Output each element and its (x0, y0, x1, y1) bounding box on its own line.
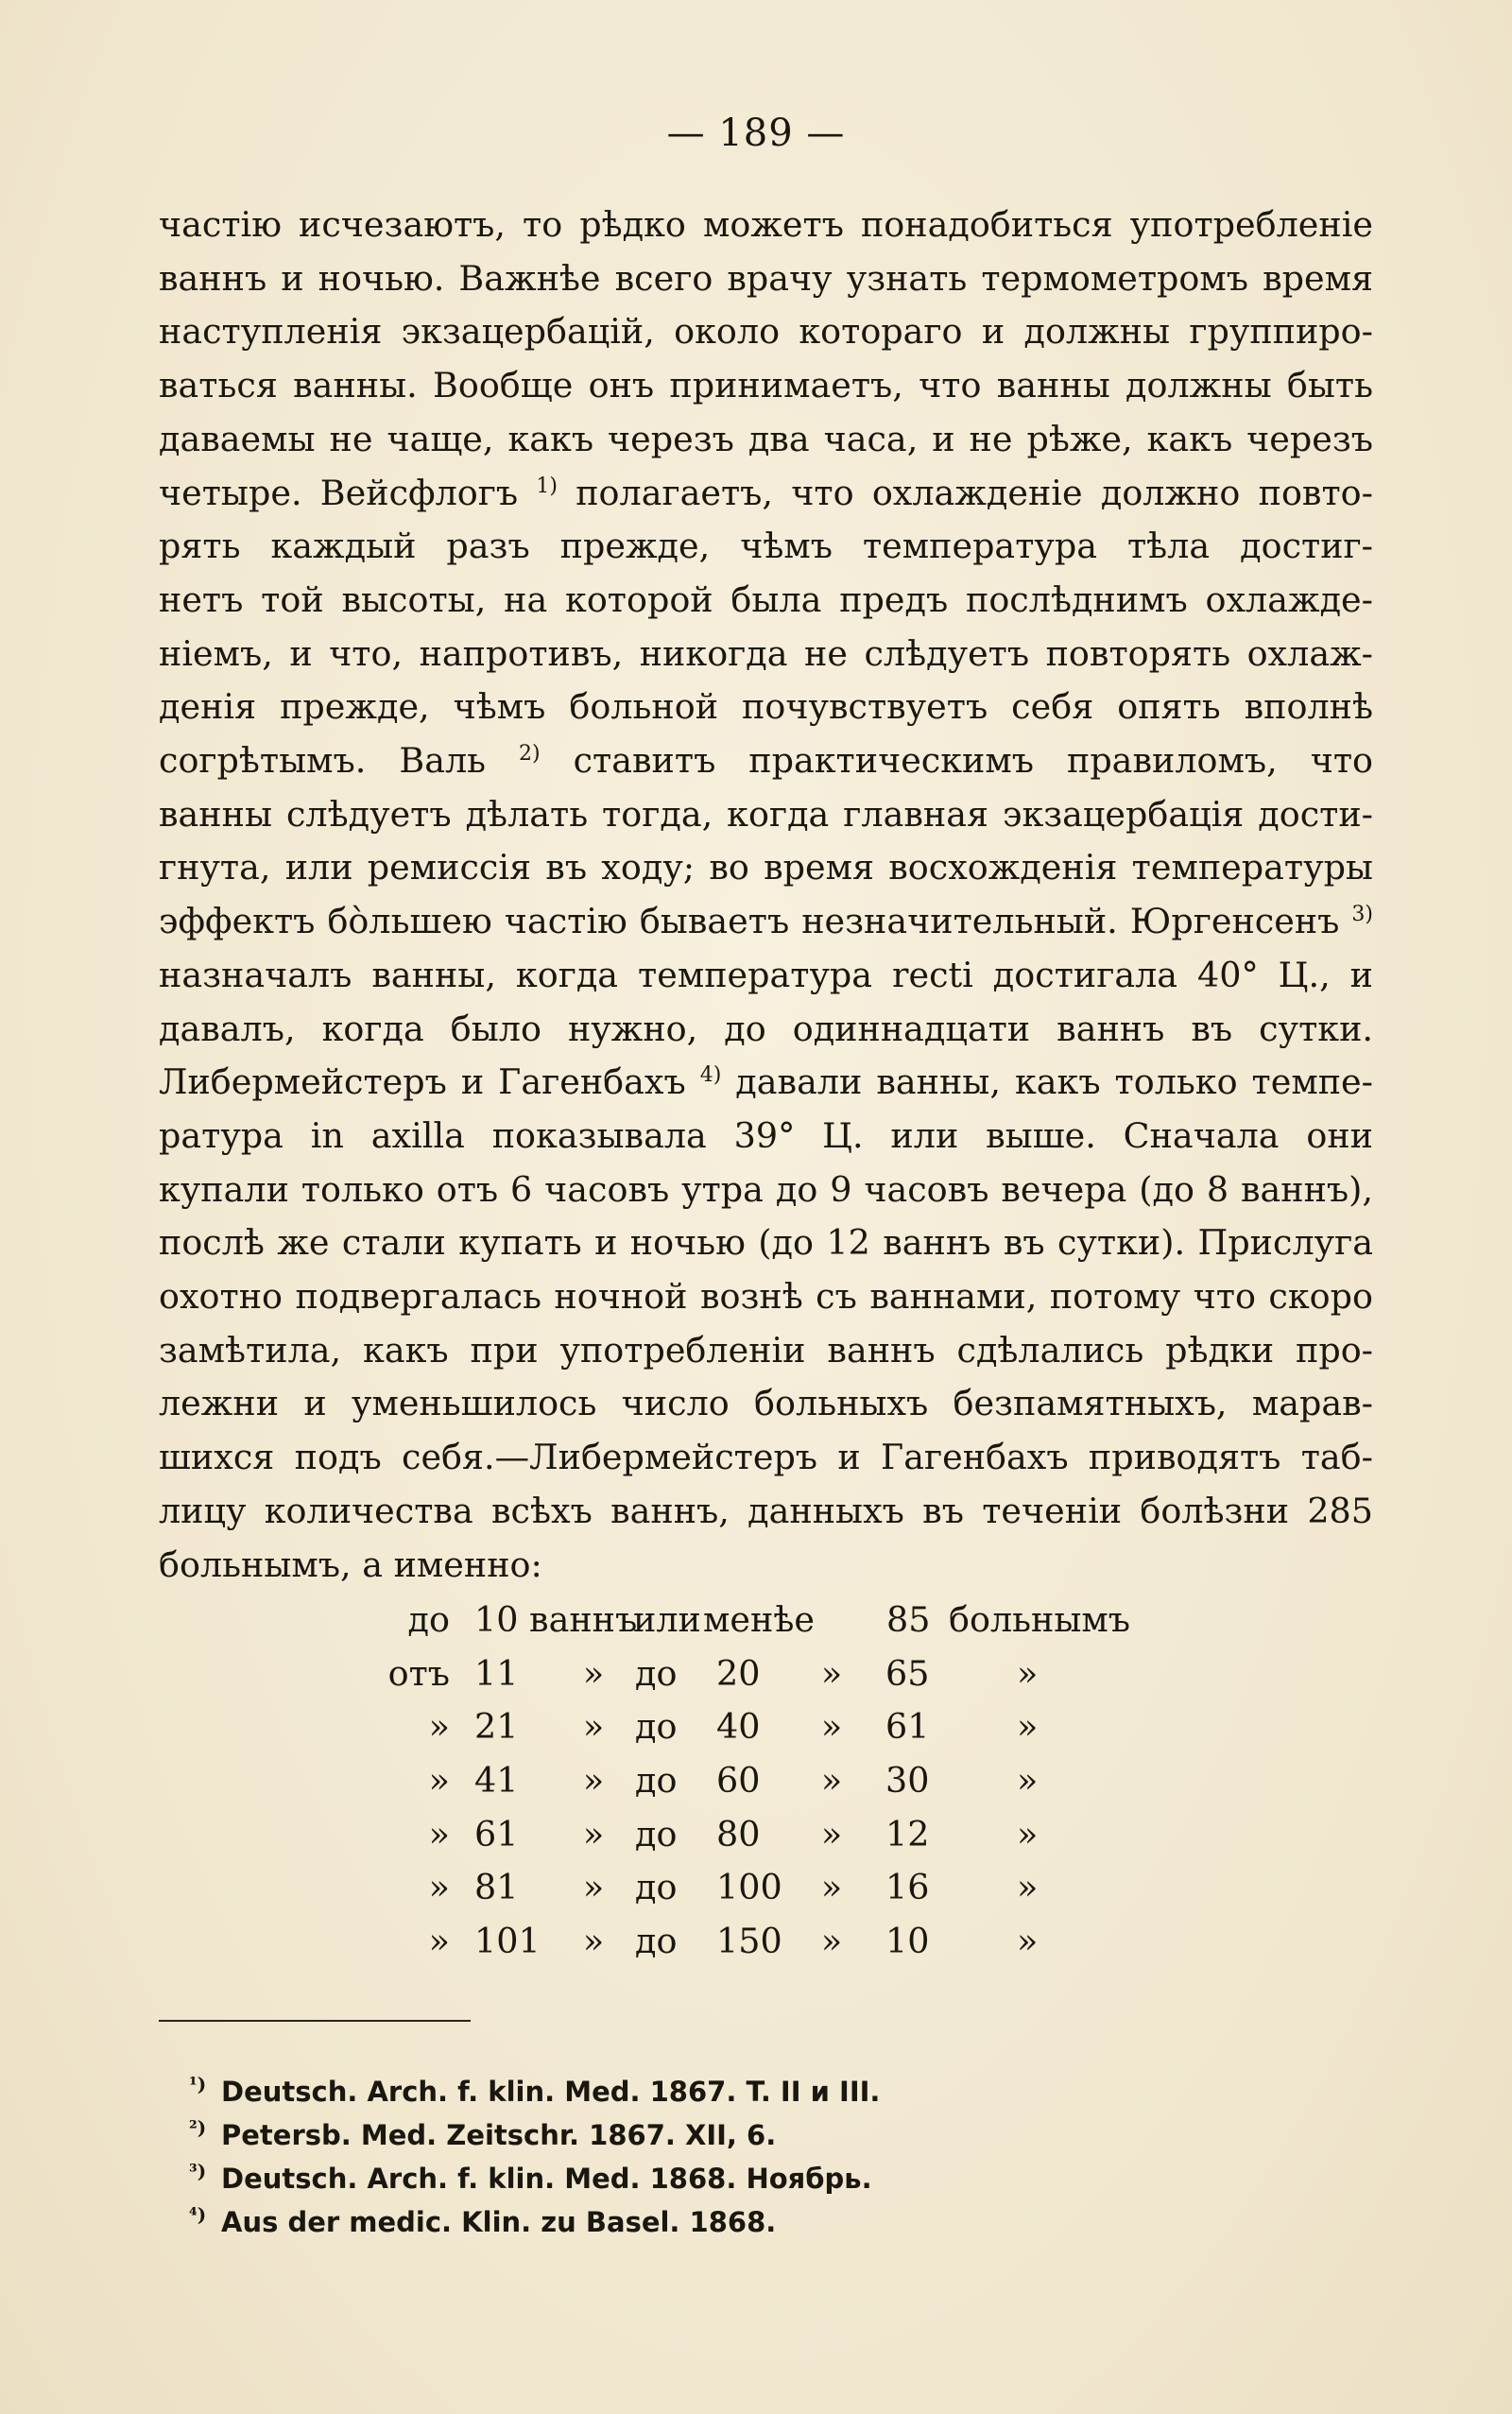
table-row (369, 1706, 1219, 1760)
text-line-content: частію исчезаютъ, то рѣдко можетъ понадобиться употребленіе (159, 204, 1373, 245)
text-line (159, 841, 1373, 895)
footnote-divider (159, 2020, 471, 2022)
text-line (159, 1270, 1373, 1324)
table-cell-upto: до (635, 1813, 678, 1854)
table-cell-n2: 80 (716, 1813, 761, 1854)
table-cell-n2: менѣе (703, 1599, 815, 1640)
table-cell-upto: до (635, 1652, 678, 1694)
text-line (159, 734, 1373, 788)
text-line-content: наступленія экзацербацій, около котораго и должны группиро- (159, 311, 1373, 353)
text-line (159, 1324, 1373, 1378)
table-cell-q3: » (1017, 1760, 1039, 1802)
text-line-content: гнута, или ремиссія въ ходу; во время восхожденія температуры (159, 847, 1373, 888)
footnote (189, 2157, 1040, 2200)
table-cell-cnt: 85 (886, 1599, 931, 1640)
footnote-text: Deutsch. Arch. f. klin. Med. 1867. T. II и III. (221, 2076, 881, 2108)
table-cell-q3: больнымъ (949, 1599, 1130, 1640)
table-cell-cnt: 61 (885, 1706, 930, 1748)
text-line-content: назначалъ ванны, когда температура recti достигала 40° Ц., и (159, 954, 1373, 995)
text-line-content: согрѣтымъ. Валь (159, 740, 520, 782)
text-line-content: охотно подвергалась ночной вознѣ съ ваннами, потому что скоро (159, 1276, 1373, 1318)
table-cell-cnt: 16 (885, 1867, 930, 1908)
table-row (369, 1653, 1219, 1707)
footnote (189, 2070, 1040, 2113)
table-cell-n2: 100 (716, 1867, 782, 1908)
text-line-content: нетъ той высоты, на которой была предъ послѣднимъ охлажде- (159, 578, 1373, 620)
table-cell-n1: 11 (474, 1652, 519, 1694)
text-line (159, 198, 1373, 252)
table-cell-q2: » (820, 1706, 843, 1748)
table-cell-upto: до (635, 1706, 678, 1748)
table-cell-q3: » (1017, 1867, 1039, 1908)
table-cell-q1: » (582, 1652, 605, 1694)
text-line-content: замѣтила, какъ при употребленіи ваннъ сдѣлались рѣдки про- (159, 1329, 1373, 1371)
text-line (159, 1485, 1373, 1539)
text-line (159, 574, 1373, 628)
text-line-content: ваться ванны. Вообще онъ принимаетъ, что ванны должны быть (159, 365, 1373, 406)
text-line (159, 520, 1373, 574)
table-cell-n1: 41 (474, 1760, 519, 1802)
table-cell-q2: » (820, 1921, 843, 1962)
footnote-text: Aus der medic. Klin. zu Basel. 1868. (221, 2206, 777, 2238)
text-line-content: купали только отъ 6 часовъ утра до 9 часовъ вечера (до 8 ваннъ), (159, 1168, 1373, 1210)
text-line-content: больнымъ, а именно: (159, 1543, 542, 1585)
text-line (159, 1056, 1373, 1110)
text-line-continuation: ставитъ практическимъ правиломъ, что (540, 740, 1373, 782)
table-cell-upto: до (635, 1867, 678, 1908)
footnote-mark: ¹) (189, 2073, 207, 2095)
text-line (159, 1431, 1373, 1485)
footnote (189, 2200, 1040, 2244)
footnotes (189, 2070, 1040, 2244)
text-line-content: ваннъ и ночью. Важнѣе всего врачу узнать термометромъ время (159, 257, 1373, 299)
table-cell-n1: 101 (474, 1921, 541, 1962)
text-line-content: денія прежде, чѣмъ больной почувствуетъ себя опять вполнѣ (159, 686, 1373, 728)
text-line-content: эффектъ бо̀льшею частію бываетъ незначительный. Юргенсенъ (159, 901, 1352, 942)
table-cell-upto: до (635, 1760, 678, 1802)
bath-count-table (369, 1599, 1219, 1974)
table-cell-q2: » (820, 1760, 843, 1802)
text-line-continuation: давали ванны, какъ только темпе- (721, 1061, 1373, 1103)
table-cell-q2: » (820, 1813, 843, 1854)
table-cell-upto: или (633, 1599, 701, 1640)
text-line-content: даваемы не чаще, какъ черезъ два часа, и не рѣже, какъ черезъ (159, 418, 1373, 459)
footnote-text: Petersb. Med. Zeitschr. 1867. XII, 6. (221, 2119, 777, 2151)
table-cell-n1: 61 (474, 1813, 519, 1854)
text-line (159, 1216, 1373, 1270)
text-line (159, 413, 1373, 467)
footnote-mark: ⁴) (189, 2203, 207, 2226)
text-line (159, 252, 1373, 306)
table-cell-q1: » (582, 1921, 605, 1962)
page-number: — 189 — (666, 112, 846, 155)
text-line (159, 359, 1373, 413)
text-line-content: ніемъ, и что, напротивъ, никогда не слѣдуетъ повторять охлаж- (159, 632, 1373, 674)
body-text (159, 198, 1373, 1592)
text-line-content: лицу количества всѣхъ ваннъ, данныхъ въ теченіи болѣзни 285 (159, 1490, 1373, 1531)
table-cell-q3: » (1017, 1813, 1039, 1854)
table-cell-q1: » (582, 1867, 605, 1908)
table-cell-cnt: 65 (885, 1652, 930, 1694)
table-cell-pre: до (407, 1599, 450, 1640)
table-cell-n2: 150 (716, 1921, 782, 1962)
table-cell-pre: отъ (387, 1652, 450, 1694)
text-line-content: шихся подъ себя.—Либермейстеръ и Гагенбахъ приводятъ таб- (159, 1437, 1373, 1478)
table-cell-q1: » (582, 1813, 605, 1854)
table-cell-pre: » (428, 1706, 450, 1748)
table-cell-upto: до (635, 1921, 678, 1962)
table-cell-n2: 40 (716, 1706, 761, 1748)
table-cell-pre: » (428, 1921, 450, 1962)
text-line (159, 895, 1373, 949)
text-line-content: лежни и уменьшилось число больныхъ безпамятныхъ, марав- (159, 1383, 1373, 1424)
text-line (159, 1377, 1373, 1431)
table-cell-pre: » (428, 1760, 450, 1802)
table-cell-pre: » (428, 1867, 450, 1908)
table-cell-n1: 21 (474, 1706, 519, 1748)
table-row (369, 1867, 1219, 1921)
table-row (369, 1814, 1219, 1868)
table-cell-q3: » (1017, 1706, 1039, 1748)
footnote-text: Deutsch. Arch. f. klin. Med. 1868. Ноябрь. (221, 2163, 872, 2195)
text-line (159, 1110, 1373, 1164)
table-cell-q2: » (820, 1867, 843, 1908)
table-row (369, 1599, 1219, 1653)
table-cell-n2: 20 (716, 1652, 761, 1694)
text-line-content: рять каждый разъ прежде, чѣмъ температура тѣла достиг- (159, 526, 1373, 567)
table-cell-cnt: 30 (885, 1760, 930, 1802)
footnote-reference[interactable]: 2) (519, 741, 541, 766)
text-line (159, 1003, 1373, 1057)
footnote-mark: ²) (189, 2116, 207, 2139)
text-line (159, 467, 1373, 521)
table-cell-n1: 10 ваннъ (474, 1599, 638, 1640)
table-cell-q1: » (582, 1760, 605, 1802)
table-cell-n1: 81 (474, 1867, 519, 1908)
table-cell-n2: 60 (716, 1760, 761, 1802)
text-line (159, 1164, 1373, 1217)
text-line-content: давалъ, когда было нужно, до одиннадцати ваннъ въ сутки. (159, 1008, 1373, 1049)
text-line (159, 788, 1373, 842)
text-line-content: послѣ же стали купать и ночью (до 12 ваннъ въ сутки). Прислуга (159, 1222, 1373, 1264)
text-line-content: четыре. Вейсфлогъ (159, 472, 537, 513)
footnote-reference[interactable]: 1) (536, 474, 558, 498)
footnote (189, 2113, 1040, 2157)
footnote-reference[interactable]: 3) (1351, 902, 1373, 926)
text-line (159, 1539, 1373, 1593)
table-cell-cnt: 12 (885, 1813, 930, 1854)
table-row (369, 1921, 1219, 1974)
table-cell-q1: » (582, 1706, 605, 1748)
table-cell-pre: » (428, 1813, 450, 1854)
text-line (159, 949, 1373, 1003)
text-line-content: Либермейстеръ и Гагенбахъ (159, 1061, 700, 1103)
footnote-mark: ³) (189, 2160, 207, 2182)
table-cell-q3: » (1017, 1921, 1039, 1962)
table-cell-cnt: 10 (885, 1921, 930, 1962)
table-cell-q3: » (1017, 1652, 1039, 1694)
table-row (369, 1760, 1219, 1814)
text-line (159, 681, 1373, 734)
footnote-reference[interactable]: 4) (699, 1063, 722, 1088)
table-cell-q2: » (820, 1652, 843, 1694)
text-line-content: ванны слѣдуетъ дѣлать тогда, когда главная экзацербація дости- (159, 793, 1373, 835)
text-line-content: ратура in axilla показывала 39° Ц. или выше. Сначала они (159, 1114, 1373, 1156)
text-line (159, 305, 1373, 359)
text-line-continuation: полагаетъ, что охлажденіе должно повто- (557, 472, 1373, 513)
text-line (159, 628, 1373, 681)
